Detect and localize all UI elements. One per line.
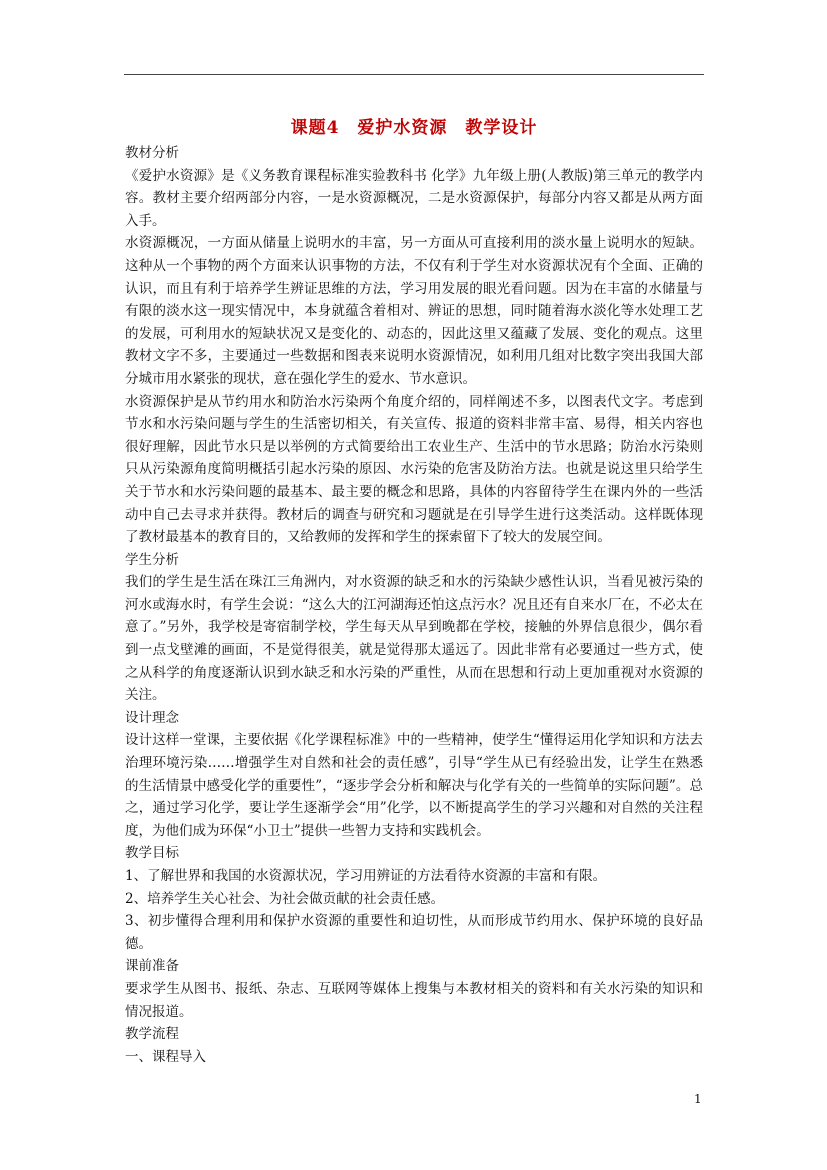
paragraph: 《爱护水资源》是《义务教育课程标准实验教科书 化学》九年级上册(人教版)第三单元的教学内容。教材主要介绍两部分内容，一是水资源概况，二是水资源保护，每部分内容又都是从两方面入手。 <box>125 167 703 229</box>
section-heading-teaching-process: 教学流程 <box>125 1026 179 1043</box>
list-item: 1、了解世界和我国的水资源状况，学习用辨证的方法看待水资源的丰富和有限。 <box>125 868 607 884</box>
section-heading-textbook-analysis: 教材分析 <box>125 145 179 161</box>
subsection-heading: 一、课程导入 <box>125 1048 206 1065</box>
section-heading-teaching-goals: 教学目标 <box>125 845 179 862</box>
list-item: 3、初步懂得合理利用和保护水资源的重要性和迫切性，从而形成节约用水、保护环境的良好品德。 <box>125 913 703 952</box>
section-heading-preparation: 课前准备 <box>125 958 179 975</box>
header-rule <box>124 74 704 75</box>
list-item: 2、培养学生关心社会、为社会做贡献的社会责任感。 <box>125 890 445 907</box>
section-heading-design-concept: 设计理念 <box>125 709 179 726</box>
page-number: 1 <box>694 1092 702 1106</box>
page-title: 课题4 爱护水资源 教学设计 <box>290 118 538 138</box>
paragraph: 水资源保护是从节约用水和防治水污染两个角度介绍的，同样阐述不多，以图表代文字。考虑到节水和水污染问题与学生的生活密切相关，有关宣传、报道的资料非常丰富、易得，相关内容也很好理解，因此节水只是以举例的方式简要给出工农业生产、生活中的节水思路；防治水污染则只从污染源角度简明概括引起水污染的原因、水污染的危害及防治方法。也就是说这里只给学生关于节水和水污染问题的最基本、最主要的概念和思路，具体的内容留待学生在课内外的一些活动中自己去寻求并获得。教材后的调查与研究和习题就是在引导学生进行这类活动。这样既体现了教材最基本的教育目的，又给教师的发挥和学生的探索留下了较大的发展空间。 <box>125 393 703 546</box>
paragraph: 设计这样一堂课，主要依据《化学课程标准》中的一些精神，使学生“懂得运用化学知识和方法去治理环境污染……增强学生对自然和社会的责任感”，引导“学生从已有经验出发，让学生在熟悉的生活情景中感受化学的重要性”，“逐步学会分析和解决与化学有关的一些简单的实际问题”。总之，通过学习化学，要让学生逐渐学会“用”化学，以不断提高学生的学习兴趣和对自然的关注程度，为他们成为环保“小卫士”提供一些智力支持和实践机会。 <box>125 732 703 839</box>
paragraph: 水资源概况，一方面从储量上说明水的丰富，另一方面从可直接利用的淡水量上说明水的短缺。这种从一个事物的两个方面来认识事物的方法，不仅有利于学生对水资源状况有个全面、正确的认识，而且有利于培养学生辨证思维的方法，学习用发展的眼光看问题。因为在丰富的水储量与有限的淡水这一现实情况中，本身就蕴含着相对、辨证的思想，同时随着海水淡化等水处理工艺的发展，可利用水的短缺状况又是变化的、动态的，因此这里又蕴藏了发展、变化的观点。这里教材文字不多，主要通过一些数据和图表来说明水资源情况，如利用几组对比数字突出我国大部分城市用水紧张的现状，意在强化学生的爱水、节水意识。 <box>125 235 703 387</box>
document-body <box>125 142 703 1068</box>
section-heading-student-analysis: 学生分析 <box>125 551 179 568</box>
paragraph: 我们的学生是生活在珠江三角洲内，对水资源的缺乏和水的污染缺少感性认识，当看见被污染的河水或海水时，有学生会说：“这么大的江河湖海还怕这点污水？况且还有自来水厂在，不必太在意了。”另外，我学校是寄宿制学校，学生每天从早到晚都在学校，接触的外界信息很少，偶尔看到一点戈壁滩的画面，不是觉得很美，就是觉得那太遥远了。因此非常有必要通过一些方式，使之从科学的角度逐渐认识到水缺乏和水污染的严重性，从而在思想和行动上更加重视对水资源的关注。 <box>125 574 703 704</box>
paragraph: 要求学生从图书、报纸、杂志、互联网等媒体上搜集与本教材相关的资料和有关水污染的知识和情况报道。 <box>125 980 703 1020</box>
